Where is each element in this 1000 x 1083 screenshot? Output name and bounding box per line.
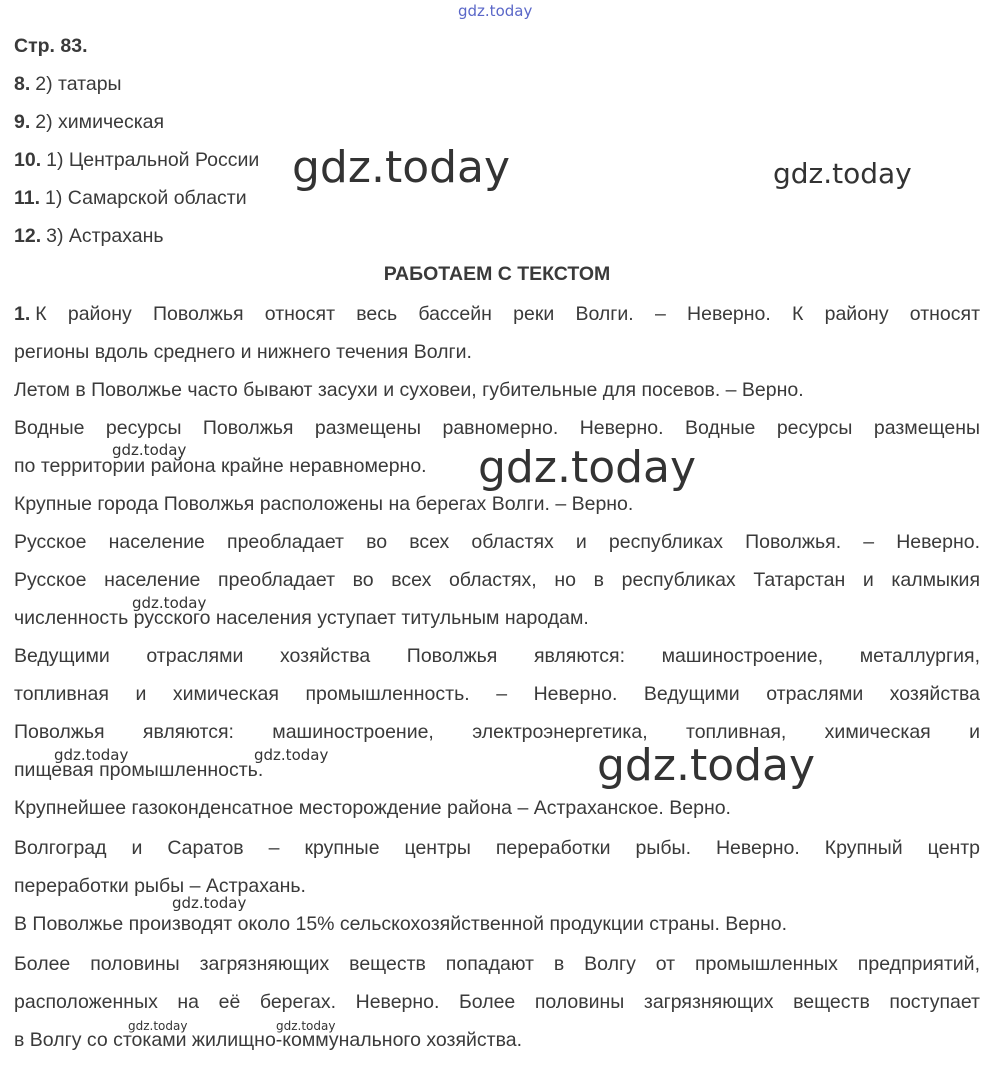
page-label: Стр. 83. <box>14 35 88 57</box>
text-line-15: Волгоград и Саратов – крупные центры переработки рыбы. Неверно. Крупный центр <box>14 837 980 859</box>
watermark-large-3: gdz.today <box>597 740 816 791</box>
text-line-4: Водные ресурсы Поволжья размещены равномерно. Неверно. Водные ресурсы размещены <box>14 417 980 439</box>
text-line-17: В Поволжье производят около 15% сельскохозяйственной продукции страны. Верно. <box>14 913 788 935</box>
answer-number: 12. <box>14 225 42 247</box>
answer-text: 1) Центральной России <box>46 149 260 171</box>
text-line-3: Летом в Поволжье часто бывают засухи и суховеи, губительные для посевов. – Верно. <box>14 379 804 401</box>
text-line-13: пищевая промышленность. <box>14 759 264 781</box>
answer-text: 1) Самарской области <box>45 187 247 209</box>
answer-text: 3) Астрахань <box>46 225 164 247</box>
watermark-small-3: gdz.today <box>54 746 129 764</box>
task-number: 1. <box>14 303 31 325</box>
answer-text: 2) химическая <box>35 111 165 133</box>
answer-text: 2) татары <box>35 73 122 95</box>
watermark-small-5: gdz.today <box>172 894 247 912</box>
watermark-large-1: gdz.today <box>292 142 511 193</box>
watermark-tiny-2: gdz.today <box>276 1019 336 1033</box>
text-line-19: расположенных на её берегах. Неверно. Более половины загрязняющих веществ поступает <box>14 991 980 1013</box>
watermark-large-2: gdz.today <box>478 442 697 493</box>
text-line-5: по территории района крайне неравномерно. <box>14 455 427 477</box>
answer-number: 10. <box>14 149 42 171</box>
section-title: РАБОТАЕМ С ТЕКСТОМ <box>383 263 611 285</box>
answer-12 <box>14 224 164 248</box>
watermark-small-2: gdz.today <box>132 594 207 612</box>
watermark-tiny-1: gdz.today <box>128 1019 188 1033</box>
answer-11 <box>14 186 247 210</box>
answer-8 <box>14 72 122 96</box>
text-line-9: численность русского населения уступает титульным народам. <box>14 607 589 629</box>
text-line-20: в Волгу со стоками жилищно-коммунального хозяйства. <box>14 1029 522 1051</box>
text-line-8: Русское население преобладает во всех областях, но в республиках Татарстан и калмыкия <box>14 569 980 591</box>
answer-number: 11. <box>14 187 41 209</box>
text-line-7: Русское население преобладает во всех областях и республиках Поволжья. – Неверно. <box>14 531 980 553</box>
text-line-12: Поволжья являются: машиностроение, электроэнергетика, топливная, химическая и <box>14 721 980 743</box>
answer-number: 8. <box>14 73 31 95</box>
text-line-6: Крупные города Поволжья расположены на берегах Волги. – Верно. <box>14 493 634 515</box>
text-line-14: Крупнейшее газоконденсатное месторождение района – Астраханское. Верно. <box>14 797 731 819</box>
text-line-11: топливная и химическая промышленность. – Неверно. Ведущими отраслями хозяйства <box>14 683 980 705</box>
text-line-10: Ведущими отраслями хозяйства Поволжья являются: машиностроение, металлургия, <box>14 645 980 667</box>
watermark-small-1: gdz.today <box>112 441 187 459</box>
watermark-top: gdz.today <box>458 2 533 20</box>
answer-number: 9. <box>14 111 31 133</box>
watermark-small-4: gdz.today <box>254 746 329 764</box>
watermark-medium-1: gdz.today <box>773 157 912 190</box>
text-line-18: Более половины загрязняющих веществ попадают в Волгу от промышленных предприятий, <box>14 953 980 975</box>
text-line-16: переработки рыбы – Астрахань. <box>14 875 306 897</box>
text-line: К району Поволжья относят весь бассейн реки Волги. – Неверно. К району относят <box>35 303 980 325</box>
text-line-2: регионы вдоль среднего и нижнего течения Волги. <box>14 341 472 363</box>
answer-10 <box>14 148 259 172</box>
answer-9 <box>14 110 164 134</box>
text-line-1 <box>14 302 980 326</box>
